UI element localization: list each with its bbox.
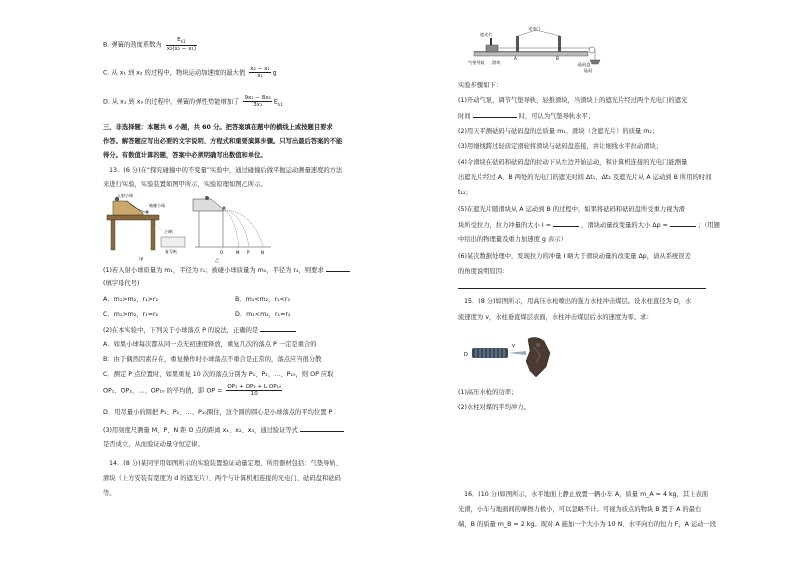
fig-label-jia: 甲: [139, 258, 144, 263]
fraction: $\frac{E_{k1}}{\text{x₂(x₂ − x₁)}}$: [166, 37, 197, 52]
step1-line2: 时间 时，可认为气垫导轨水平；: [458, 113, 595, 120]
option-1a: A．m₁>m₂，r₁>r₂: [103, 296, 158, 303]
step4-line3: t₁₂；: [458, 189, 472, 196]
fig-label-slider: 滑块: [492, 60, 501, 65]
step5-line3: 中给出的物理量及重力加速度 g 表示）: [458, 236, 567, 243]
q13-line1: 13．(6 分)在“探究碰撞中的不变量”实验中，通过碰撞后做平抛运动测量速度的方法: [109, 167, 343, 174]
svg-text:N: N: [261, 250, 264, 255]
option-1d: D．m₁<m₂，r₁=r₂: [235, 311, 291, 318]
fig-label-target: 被碰小球: [149, 203, 165, 208]
fraction: $\frac{\text{x₂ − x₁}}{\text{x₁}}$: [250, 66, 270, 80]
section3-line3: 得分。有数值计算的题，答案中必须明确写出数值和单位。: [103, 152, 267, 159]
q15-sub1: (1)高压水枪的功率；: [458, 389, 518, 396]
q13-sub2-c: C．测定 P 点位置时，如果重复 10 次的落点分别为 P₁、P₂、…、P₁₀，则 OP 应取: [103, 371, 334, 378]
q14-line1: 14．(8 分)某同学用如图所示的实验装置验证动量定理，所用器材包括：气垫导轨、: [109, 460, 343, 467]
q13-sub3-line1: (3)用刻度尺测量 M、P、N 距 O 点的距离 x₁、x₂、x₃，通过验证等式: [103, 425, 344, 435]
answer-blank[interactable]: [300, 425, 344, 432]
q13-sub2-c-formula: OP₁、OP₂、…、OP₁₀ 的平均值，即 OP = $\frac{\text{OP₁ + OP₂ + L OP₁₀}}{10}$: [103, 384, 282, 398]
q13-sub3-line2: 是否成立，从而验证动量守恒定律。: [103, 441, 204, 448]
q15-sub2: (2)水柱对煤的平均冲力。: [458, 404, 530, 411]
q13-figure: [103, 193, 273, 263]
svg-text:M: M: [236, 250, 240, 255]
option-d: D. 从 x₁ 到 x₃ 的过程中，弹簧的弹性势能增加了 $\frac{\text{9x₁ − 8x₂}}{\text{3x₁}}$ $E_{k1}$: [103, 95, 283, 109]
q14-figure: [466, 26, 616, 74]
option-c: C. 从 x₁ 到 x₂ 的过程中，物块运动加速度的最大值 $\frac{\text{x₂ − x₁}}{\text{x₁}}$ g: [103, 66, 277, 80]
q13-sub1-line1: (1)若入射小球质量为 m₁，半径为 r₁；被碰小球质量为 m₂，半径为 r₂，则要求: [103, 265, 350, 275]
fraction: $\frac{\text{OP₁ + OP₂ + L OP₁₀}}{10}$: [227, 384, 282, 398]
q15-line2: 流速度为 v，水柱垂直煤层表面，水柱冲击煤层后水的速度为零。求：: [458, 314, 653, 321]
step5-line1: (5)在遮光片随滑块从 A 运动到 B 的过程中，如果将砝码和砝码盘所受重力视为滑: [458, 206, 686, 213]
fig-label-shade: 遮光片: [480, 32, 493, 37]
fig-label-carbon: 复写纸: [165, 249, 177, 254]
svg-text:O: O: [220, 250, 224, 255]
fig-label-v: v: [512, 343, 515, 349]
step4-line1: (4)令滑块在砝码和砝码盘的拉动下从左边开始运动，和计算机连接的光电门能测量: [458, 159, 688, 166]
svg-text:A: A: [514, 56, 517, 61]
step1-line1: (1)开动气泵，调节气垫导轨，轻推滑块，当滑块上的遮光片经过两个光电门的遮光: [458, 97, 688, 104]
section3-line2: 作答。解答题应写出必要的文字说明、方程式和重要演算步骤。只写出最后答案的不能: [103, 138, 343, 145]
steps-title: 实验步骤如下：: [458, 82, 503, 89]
q13-sub2-b: B．由于偶然因素存在，重复操作时小球落点不重合是正常的，落点应当很分散: [103, 356, 322, 363]
answer-blank[interactable]: [326, 265, 350, 272]
step5-line2: 块所受拉力，拉力冲量的大小 I = ，滑块动量改变量的大小 Δp = ；（用题: [458, 222, 720, 229]
option-1b: B．m₁<m₂，r₁<r₂: [235, 296, 291, 303]
step6-line2: 的角度说明原因：: [458, 268, 509, 275]
fig-label-gate: 光电门: [528, 26, 541, 31]
fig-label-yi: 乙: [215, 259, 220, 263]
fraction: $\frac{\text{9x₁ − 8x₂}}{\text{3x₁}}$: [244, 95, 271, 109]
q16-line3: 端，B 的质量 m_B = 2 kg。现对 A 施加一个大小为 10 N、水平向右的恒力 F，A 运动一段: [458, 521, 717, 528]
fig-label-rail: 气垫导轨: [468, 60, 485, 65]
q15-line1: 15．(8 分)如图所示，用高压水枪喷出的强力水柱冲击煤层。设水柱直径为 D，水: [464, 298, 692, 305]
answer-blank[interactable]: [670, 220, 696, 227]
section3-line1: 三、非选择题：本题共 6 小题，共 60 分。把答案填在题中的横线上或按题目要求: [103, 124, 333, 131]
q15-figure: [464, 333, 574, 379]
step4-line2: 出遮光片经过 A、B 两处的光电门的遮光时间 Δt₁、Δt₂ 及遮光片从 A 运动到 B 所用的时间: [458, 174, 712, 181]
apparatus-figure-jia: [107, 193, 185, 263]
q13-sub2: (2)在本实验中，下列关于小球落点 P 的说法，正确的是: [103, 325, 296, 335]
q14-line3: 等。: [103, 490, 116, 497]
answer-blank[interactable]: [553, 220, 579, 227]
q13-line2: 来进行实验，实验装置如图甲所示，实验原理如图乙所示。: [103, 181, 267, 188]
fig-label-weight: 砝码: [584, 68, 593, 73]
answer-blank[interactable]: [473, 111, 517, 118]
option-1c: C．m₁>m₂，r₁=r₂: [103, 311, 159, 318]
q13-sub2-a: A．如果小球每次都从同一点无初速度释放，重复几次的落点 P 一定是重合的: [103, 341, 317, 348]
answer-line[interactable]: [458, 288, 706, 289]
fig-label-d: D: [464, 352, 468, 358]
step2: (2)用天平测砝码与砝码盘的总质量 m₁、滑块（含遮光片）的质量 m₂；: [458, 128, 659, 135]
q13-sub1-line2: (填字母代号): [103, 280, 140, 287]
svg-text:B: B: [556, 56, 559, 61]
step6-line1: (6)某次数据处理中，发现拉力的冲量 I 略大于滑块动量的改变量 Δp，请从系统误差: [458, 253, 691, 260]
principle-figure-yi: [193, 196, 271, 263]
q16-line1: 16．(10 分)如图所示，水平地面上静止放置一辆小车 A，质量 m_A = 4 kg，其上表面: [464, 491, 709, 498]
fig-label-pan: 砝码盘: [578, 62, 591, 67]
step3: (3)用细线跨过轻质定滑轮将滑块与砝码盘连接，并让细线水平拉动滑块；: [458, 143, 663, 150]
svg-text:P: P: [247, 250, 250, 255]
answer-blank[interactable]: [260, 325, 296, 332]
option-b: B. 弹簧的劲度系数为 $\frac{E_{k1}}{\text{x₂(x₂ − x₁)}}$: [103, 37, 197, 52]
fig-label-white: 白纸: [165, 229, 173, 234]
q13-sub2-d: D．用尽量小的圆把 P₁、P₂、…、P₁₀圈住，这个圆的圆心是小球落点的平均位置 P: [103, 409, 333, 416]
svg-text:入射小球: 入射小球: [117, 193, 133, 198]
q16-line2: 光滑，小车与地面间的摩擦力极小，可以忽略不计。可视为质点的物块 B 置于 A 的最右: [458, 506, 702, 513]
q14-line2: 滑块（上方安装有宽度为 d 的遮光片）、两个与计算机相连接的光电门、砝码盘和砝码: [103, 475, 341, 482]
